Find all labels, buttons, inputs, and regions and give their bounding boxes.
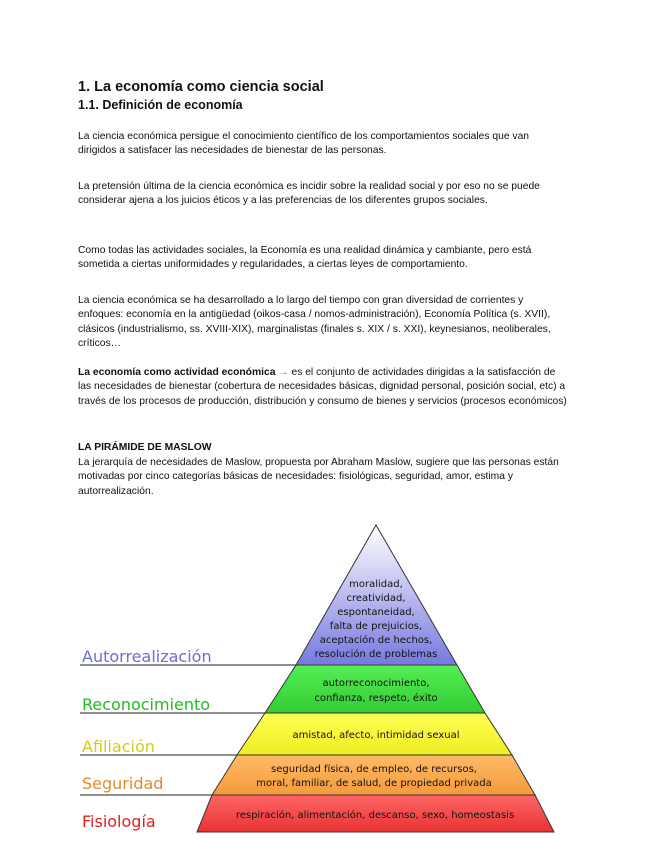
tier-seguridad-text-2: moral, familiar, de salud, de propiedad privada [256,778,492,789]
tier-fisiologia-text-1: respiración, alimentación, descanso, sexo, homeostasis [235,810,515,821]
tier-reconocimiento-text-1: autorreconocimiento, [322,678,430,689]
tier-autorrealizacion-text-4: falta de prejuicios, [329,621,423,632]
tier-autorrealizacion-text-5: aceptación de hechos, [319,635,433,646]
label-afiliacion: Afiliación [82,737,155,756]
label-autorrealizacion: Autorrealización [82,647,212,666]
tier-seguridad [212,755,535,795]
paragraph-4: La ciencia económica se ha desarrollado a lo largo del tiempo con gran diversidad de corrientes y enfoques: economía en la antigüedad (oikos-casa / nomos-administración), Economía Política (s. XVII), clásicos (industrialismo, ss. XVIII-XIX), marginalistas (finales s. XIX / s. XXI), keynesianos, neoliberales, críticos… [78,295,551,350]
paragraph-3: Como todas las actividades sociales, la Economía es una realidad dinámica y cambiante, pero está sometida a ciertas uniformidades y regularidades, a ciertas leyes de comportamiento. [78,245,532,271]
tier-afiliacion-text-1: amistad, afecto, intimidad sexual [292,730,460,741]
label-reconocimiento: Reconocimiento [82,695,211,714]
tier-autorrealizacion-text-1: moralidad, [349,579,403,590]
arrow-icon: → [278,367,289,378]
paragraph-2: La pretensión última de la ciencia económica es incidir sobre la realidad social y por eso no se puede considerar ajena a los juicios éticos y a las preferencias de los diferentes grupos sociales. [78,181,540,207]
tier-autorrealizacion-text-6: resolución de problemas [314,649,438,660]
tier-reconocimiento [265,665,485,713]
tier-reconocimiento-text-2: confianza, respeto, éxito [314,693,438,704]
maslow-intro: La jerarquía de necesidades de Maslow, propuesta por Abraham Maslow, sugiere que las personas están motivadas por cinco categorías básicas de necesidades: fisiológicas, seguridad, amor, estima y autorrealización. [78,457,559,497]
tier-seguridad-text-1: seguridad física, de empleo, de recursos, [271,764,477,775]
paragraph-5-bold: La economía como actividad económica [78,367,276,378]
paragraph-5-rest: es el conjunto de actividades dirigidas a la satisfacción de las necesidades de bienestar (cobertura de necesidades básicas, dignidad personal, posición social, etc) a través de los procesos de producción, distribución y consumo de bienes y servicios (procesos económicos) [78,367,567,407]
section-title: 1. La economía como ciencia social [78,79,324,95]
tier-autorrealizacion-text-3: espontaneidad, [337,607,415,618]
maslow-title: LA PIRÁMIDE DE MASLOW [78,442,212,453]
paragraph-1: La ciencia económica persigue el conocimiento científico de los comportamientos sociales que van dirigidos a satisfacer las necesidades de bienestar de las personas. [78,131,530,157]
tier-autorrealizacion-text-2: creatividad, [346,593,406,604]
label-fisiologia: Fisiología [82,812,156,831]
subsection-title: 1.1. Definición de economía [78,98,243,112]
label-seguridad: Seguridad [82,774,164,793]
